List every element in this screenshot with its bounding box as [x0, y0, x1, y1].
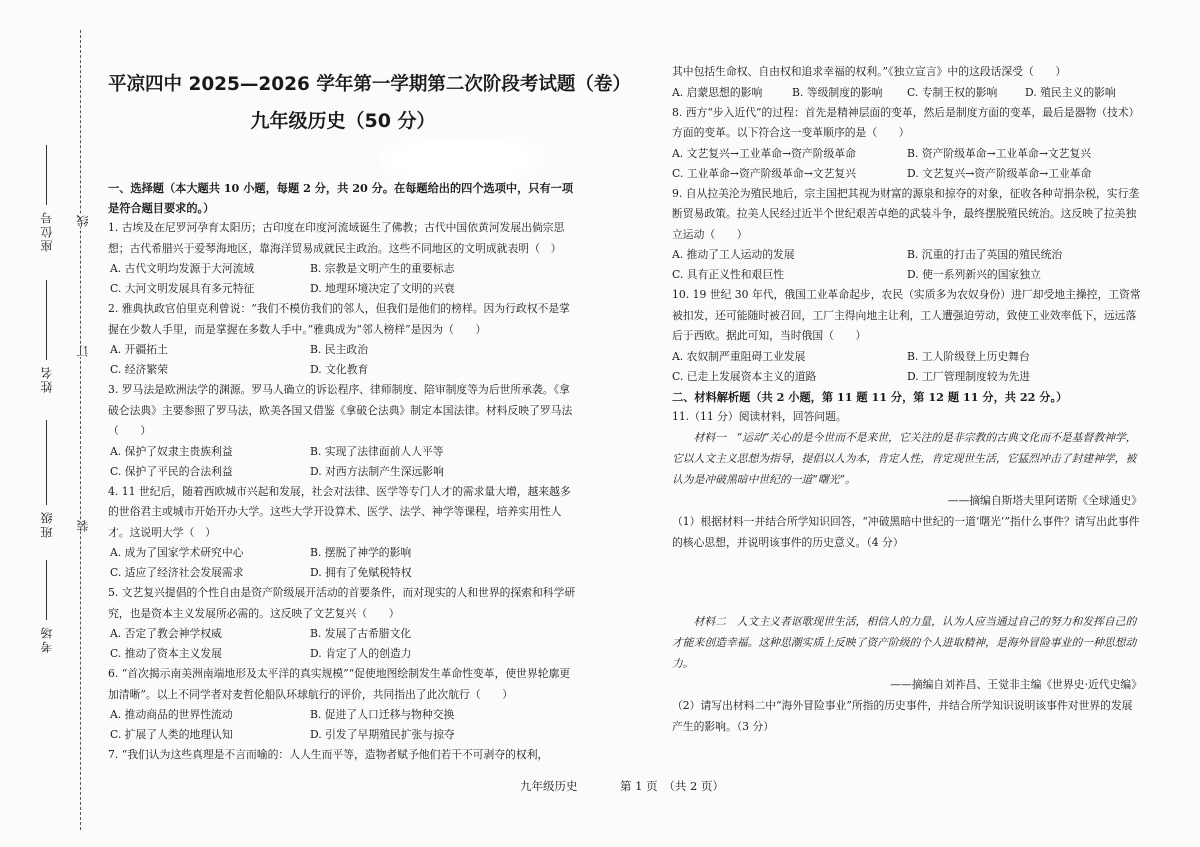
option[interactable]: A. 推动商品的世界性流动: [110, 708, 233, 721]
options-grid: [108, 259, 578, 299]
option[interactable]: C. 适应了经济社会发展需求: [110, 566, 244, 579]
question-stem: 6. “首次揭示南美洲南端地形及太平洋的真实规模”“促使地图绘制发生革命性变革，使世界轮廓更加清晰”。以上不同学者对麦哲伦船队环球航行的评价，共同指出了此次航行（ ）: [108, 667, 571, 701]
option[interactable]: D. 拥有了免赋税特权: [310, 566, 412, 579]
option[interactable]: D. 引发了早期殖民扩张与掠夺: [310, 728, 455, 741]
option[interactable]: D. 殖民主义的影响: [1025, 85, 1116, 99]
class-blank[interactable]: [46, 420, 47, 505]
material-one-source: ——摘编自斯塔夫里阿诺斯《全球通史》: [947, 494, 1142, 507]
question-stem: 4. 11 世纪后，随着西欧城市兴起和发展，社会对法律、医学等专门人才的需求量大增，越来越多的世俗君主或城市开始开办大学。这些大学开设算术、医学、法学、神学等课程，培养实用性人才。这说明大学（ ）: [108, 484, 571, 539]
option[interactable]: C. 经济繁荣: [110, 363, 168, 376]
options-grid: [108, 624, 578, 664]
material-one: 材料一 “运动”关心的是今世而不是来世，它关注的是非宗教的古典文化而不是基督教神学，它以人文主义思想为指导，提倡以人为本，肯定人性，肯定现世生活，它猛烈冲击了封建神学，被认为是冲破黑暗中世纪的一道“曙光”。: [672, 431, 1137, 486]
option[interactable]: A. 启蒙思想的影响: [672, 85, 763, 99]
option[interactable]: A. 古代文明均发源于大河流域: [110, 262, 255, 275]
question-stem: 5. 文艺复兴提倡的个性自由是资产阶级展开活动的首要条件，而对现实的人和世界的探索和科学研究，也是资本主义发展所必需的。这反映了文艺复兴（ ）: [108, 586, 576, 620]
seat-number-blank[interactable]: [46, 145, 47, 205]
footer-page-number: 第 1 页 （共 2 页）: [620, 779, 725, 793]
binding-char-bind: 装: [76, 520, 90, 532]
options-grid: [108, 705, 578, 745]
option[interactable]: B. 等级制度的影响: [792, 85, 883, 99]
options-grid: [672, 245, 1142, 285]
question-stem-start: 7. “我们认为这些真理是不言而喻的：人人生而平等，造物者赋予他们若干不可剥夺的权利，: [108, 748, 549, 761]
binding-char-line: 线: [76, 215, 90, 227]
option[interactable]: B. 摆脱了神学的影响: [310, 546, 412, 559]
option[interactable]: C. 已走上发展资本主义的道路: [672, 369, 817, 383]
option[interactable]: A. 推动了工人运动的发展: [672, 248, 795, 261]
question-stem-continued: 其中包括生命权、自由权和追求幸福的权利。”《独立宣言》中的这段话深受（ ）: [672, 65, 1067, 78]
question-stem: 1. 古埃及在尼罗河孕育太阳历；古印度在印度河流域诞生了佛教；古代中国依黄河发展出倘宗思想；古代希腊兴于爱琴海地区，靠海洋贸易成就民主政治。这些不同地区的文明成就表明（ ）: [108, 221, 565, 255]
subquestion-one: （1）根据材料一并结合所学知识回答，“冲破黑暗中世纪的一道‘曙光’”指什么事件？请写出此事件的核心思想，并说明该事件的历史意义。（4 分）: [672, 515, 1140, 549]
option[interactable]: D. 使一系列新兴的国家独立: [907, 268, 1041, 281]
option[interactable]: A. 否定了教会神学权威: [110, 627, 222, 640]
option[interactable]: C. 专制王权的影响: [907, 85, 998, 99]
binding-margin: [0, 0, 100, 847]
options-grid: [672, 144, 1142, 184]
options-grid: [108, 340, 578, 380]
option[interactable]: B. 沉重的打击了英国的殖民统治: [907, 248, 1063, 261]
binding-char-staple: 订: [76, 345, 90, 357]
option[interactable]: D. 肯定了人的创造力: [310, 647, 412, 660]
footer-subject: 九年级历史: [520, 779, 578, 793]
binding-dashed-line: [80, 30, 81, 830]
option[interactable]: D. 地理环境决定了文明的兴衰: [310, 282, 455, 295]
exam-title: 平凉四中 2025—2026 学年第一学期第二次阶段考试题（卷）: [108, 74, 631, 95]
options-grid: [108, 543, 578, 583]
option[interactable]: D. 工厂管理制度较为先进: [907, 369, 1031, 383]
options-grid: [672, 83, 1142, 103]
right-column: [672, 62, 1142, 737]
material-two-source: ——摘编自刘祚昌、王觉非主编《世界史·近代史编》: [890, 678, 1142, 691]
option[interactable]: B. 民主政治: [310, 343, 368, 356]
question-stem: 8. 西方“步入近代”的过程：首先是精神层面的变革，然后是制度方面的变革，最后是器物（技术）方面的变革。以下符合这一变革顺序的是（ ）: [672, 105, 1140, 139]
option[interactable]: B. 促进了人口迁移与物种交换: [310, 708, 455, 721]
options-grid: [672, 347, 1142, 387]
option[interactable]: A. 成为了国家学术研究中心: [110, 546, 244, 559]
redaction-blot: [380, 137, 545, 181]
name-label: 姓名: [40, 365, 54, 393]
question-stem: 2. 雅典执政官伯里克利曾说：“我们不模仿我们的邻人，但我们是他们的榜样。因为行政权不是掌握在少数人手里，而是掌握在多数人手中。”雅典成为“邻人榜样”是因为（ ）: [108, 302, 570, 336]
option[interactable]: D. 文艺复兴→资产阶级革命→工业革命: [907, 166, 1092, 180]
question-stem: 9. 自从拉美沦为殖民地后，宗主国把其视为财富的源泉和掠夺的对象，征收各种苛捐杂税，实行垄断贸易政策。拉美人民经过近半个世纪艰苦卓绝的武装斗争，最终摆脱殖民统治。这反映了拉美独立运动（ ）: [672, 186, 1140, 241]
class-label: 班级: [40, 510, 54, 538]
section-heading-material: 二、材料解析题（共 2 小题，第 11 题 11 分，第 12 题 11 分，共 22 分。）: [672, 389, 1068, 404]
question-stem: 11.（11 分）阅读材料，回答问题。: [672, 409, 847, 423]
option[interactable]: B. 资产阶级革命→工业革命→文艺复兴: [907, 146, 1092, 160]
option[interactable]: C. 工业革命→资产阶级革命→文艺复兴: [672, 166, 856, 180]
option[interactable]: D. 对西方法制产生深远影响: [310, 464, 444, 478]
option[interactable]: A. 开疆拓土: [110, 343, 168, 356]
option[interactable]: A. 保护了奴隶主贵族利益: [110, 444, 233, 458]
material-two: 材料二 人文主义者讴歌现世生活，相信人的力量，认为人应当通过自己的努力和发挥自己的才能来创造幸福。这种思潮实质上反映了资产阶级的个人进取精神，是海外冒险事业的一种思想动力。: [672, 615, 1137, 670]
exam-room-label: 考场: [40, 625, 54, 653]
option[interactable]: A. 农奴制严重阻碍工业发展: [672, 349, 806, 363]
option[interactable]: C. 保护了平民的合法利益: [110, 464, 233, 478]
options-grid: [108, 442, 578, 482]
seat-number-label: 座位号: [40, 210, 54, 252]
option[interactable]: B. 工人阶级登上历史舞台: [907, 349, 1030, 363]
option[interactable]: B. 发展了古希腊文化: [310, 627, 412, 640]
option[interactable]: B. 宗教是文明产生的重要标志: [310, 262, 455, 275]
option[interactable]: D. 文化教育: [310, 363, 369, 376]
option[interactable]: C. 推动了资本主义发展: [110, 647, 222, 660]
exam-subtitle: 九年级历史（50 分）: [250, 110, 436, 132]
option[interactable]: A. 文艺复兴→工业革命→资产阶级革命: [672, 146, 856, 160]
answer-space[interactable]: [672, 553, 1142, 611]
section-heading-choice: 一、选择题（本大题共 10 小题，每题 2 分，共 20 分。在每题给出的四个选项中，只有一项是符合题目要求的。）: [108, 181, 574, 215]
question-stem: 10. 19 世纪 30 年代，俄国工业革命起步，农民（实质多为农奴身份）进厂却受地主操控，工资常被扣发，还可能随时被召回，工厂主得向地主让利，工人遭强迫劳动，致使工业效率低下，远远落后于西欧。据此可知，当时俄国（ ）: [672, 288, 1141, 342]
name-blank[interactable]: [46, 280, 47, 360]
option[interactable]: C. 具有正义性和艰巨性: [672, 268, 784, 281]
option[interactable]: C. 扩展了人类的地理认知: [110, 728, 233, 741]
option[interactable]: B. 实现了法律面前人人平等: [310, 444, 444, 458]
question-stem: 3. 罗马法是欧洲法学的渊源。罗马人确立的诉讼程序、律师制度、陪审制度等为后世所承袭。《拿破仑法典》主要参照了罗马法，欧美各国又借鉴《拿破仑法典》制定本国法律。材料反映了罗马法（ ）: [108, 383, 573, 437]
exam-room-blank[interactable]: [46, 560, 47, 620]
option[interactable]: C. 大河文明发展具有多元特征: [110, 282, 255, 295]
subquestion-two: （2）请写出材料二中“海外冒险事业”所指的历史事件，并结合所学知识说明该事件对世界的发展产生的影响。（3 分）: [672, 699, 1133, 733]
